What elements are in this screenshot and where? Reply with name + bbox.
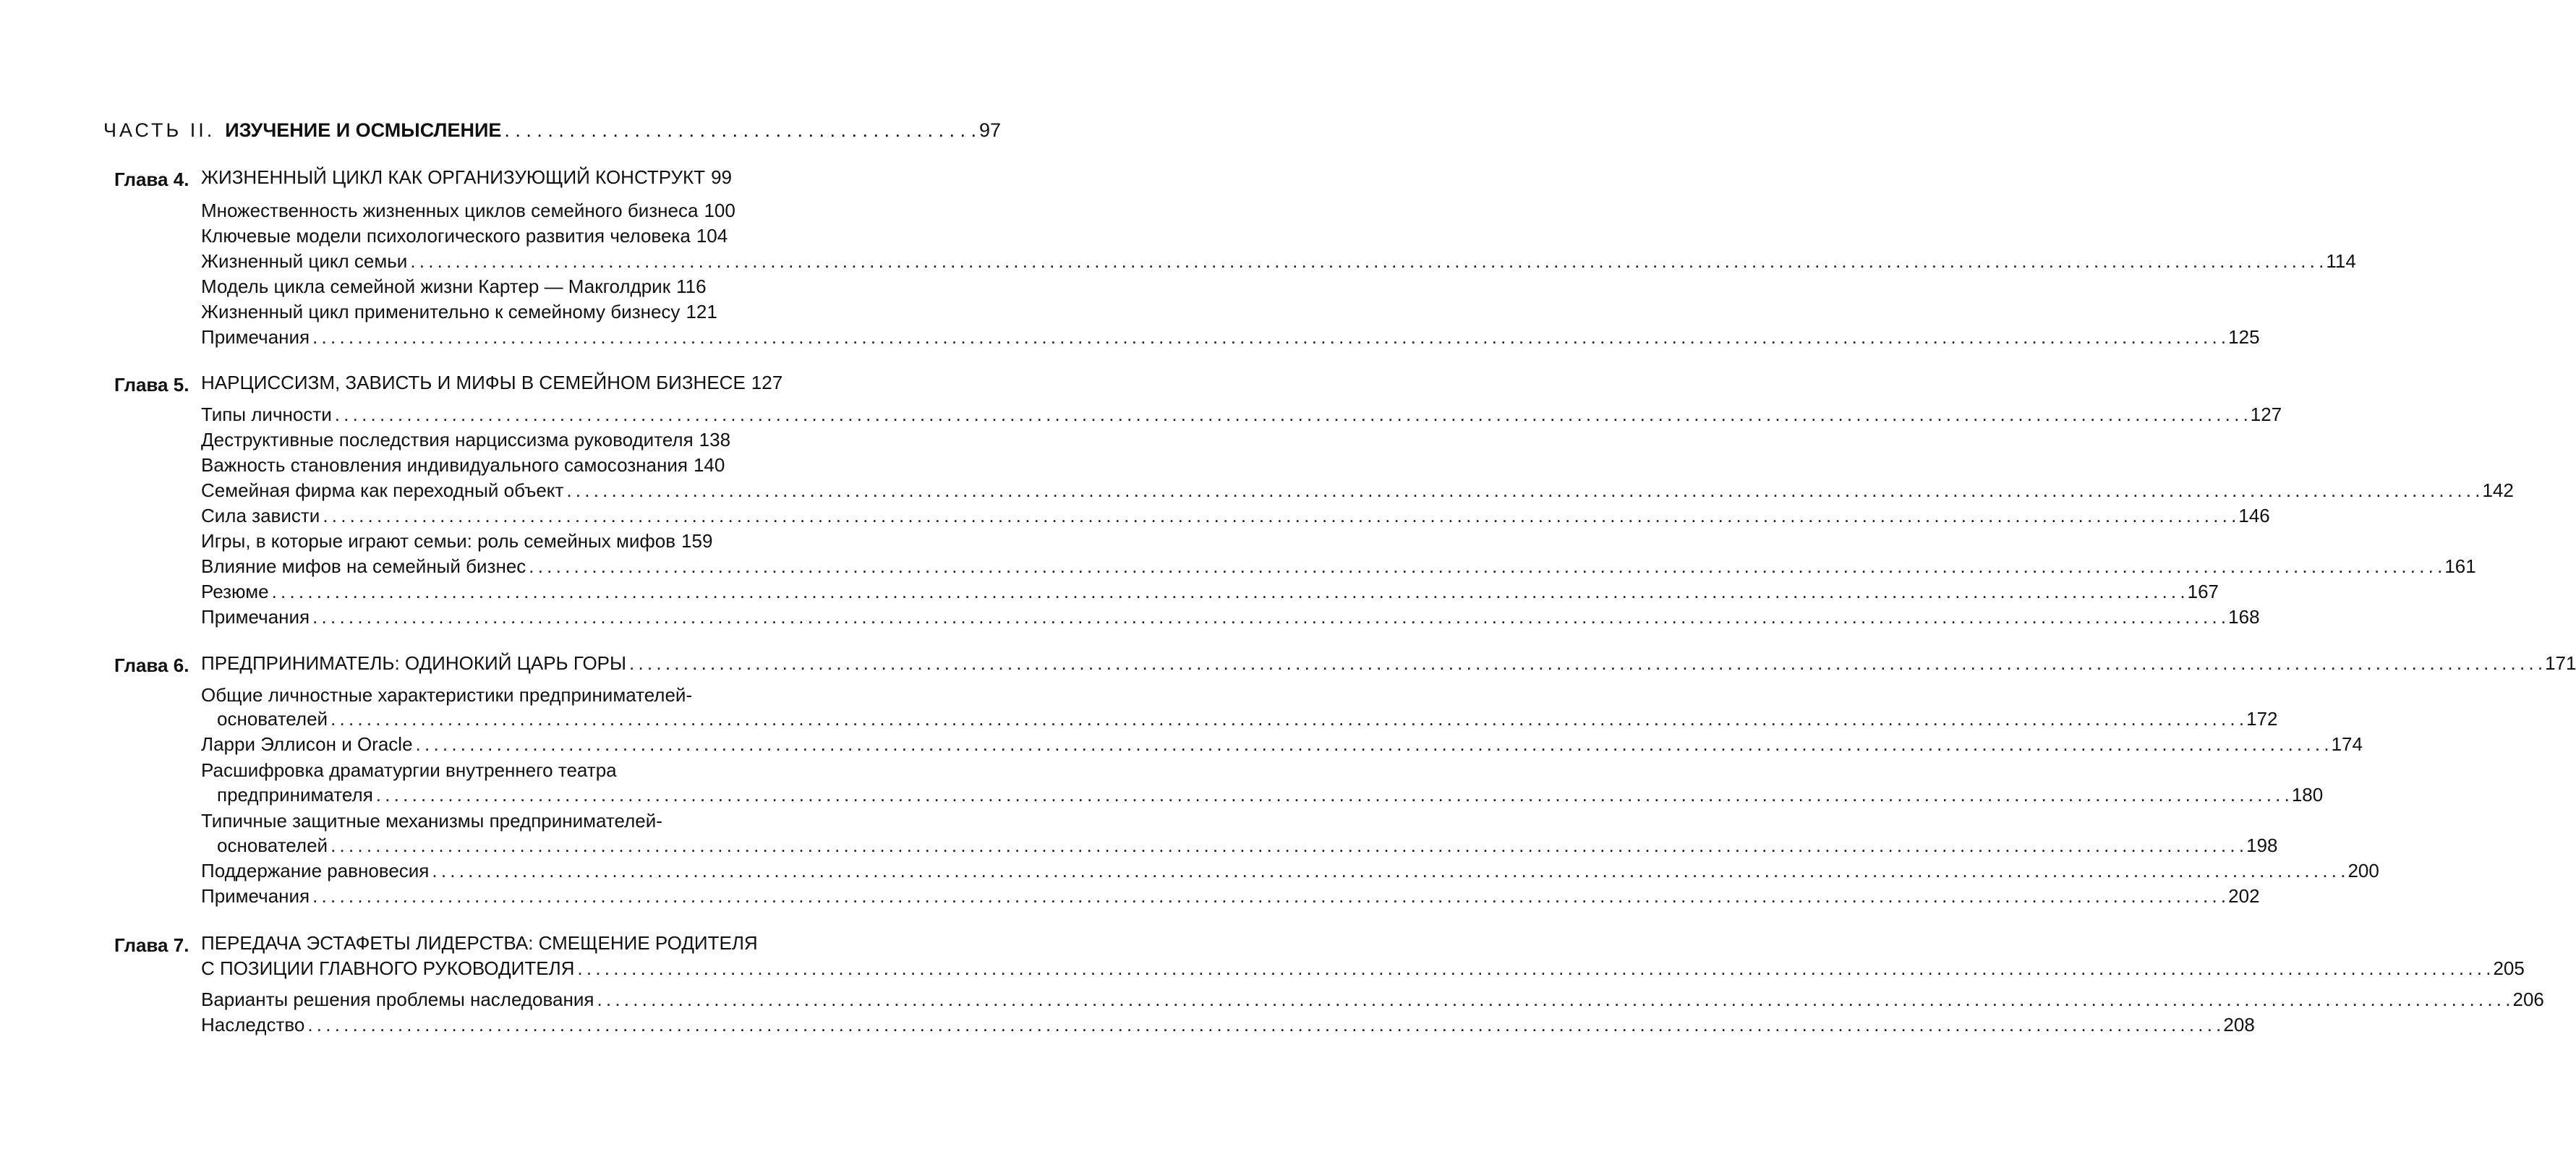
chapter-page: 171 <box>2545 652 2576 674</box>
part-page: 97 <box>979 119 1002 141</box>
entry-page: 100 <box>704 200 735 221</box>
entry-page: 208 <box>2223 1014 2255 1036</box>
dot-leader <box>376 784 2289 806</box>
toc-entry <box>201 454 725 480</box>
entry-page: 116 <box>676 276 707 297</box>
entry-title: основателей <box>217 834 328 856</box>
entry-title: Влияние мифов на семейный бизнес <box>201 555 526 577</box>
entry-page: 168 <box>2228 606 2260 628</box>
chapter-title: ПРЕДПРИНИМАТЕЛЬ: ОДИНОКИЙ ЦАРЬ ГОРЫ <box>201 652 627 674</box>
toc-entry <box>201 860 2379 886</box>
part-heading <box>103 119 1002 148</box>
toc-entry <box>201 429 731 455</box>
entry-title: основателей <box>217 708 328 730</box>
dot-leader <box>566 479 2479 502</box>
toc-entry <box>201 606 2260 632</box>
toc-entry <box>201 301 717 327</box>
entry-page: 172 <box>2246 708 2278 730</box>
toc-entry <box>201 885 2260 911</box>
entry-page: 159 <box>681 530 713 552</box>
entry-title: Модель цикла семейной жизни Картер — Макголдрик <box>201 276 671 297</box>
entry-page: 121 <box>686 301 717 323</box>
dot-leader <box>410 250 2323 273</box>
chapter-title: ЖИЗНЕННЫЙ ЦИКЛ КАК ОРГАНИЗУЮЩИЙ КОНСТРУКТ <box>201 166 706 188</box>
toc-entry <box>217 708 2278 734</box>
chapter-title: С ПОЗИЦИИ ГЛАВНОГО РУКОВОДИТЕЛЯ <box>201 957 575 979</box>
chapter-page: 99 <box>711 166 732 188</box>
entry-page: 200 <box>2347 860 2379 881</box>
entry-title: Важность становления индивидуального самосознания <box>201 454 688 476</box>
dot-leader <box>323 505 2235 527</box>
part-title: ИЗУЧЕНИЕ И ОСМЫСЛЕНИЕ <box>225 119 502 141</box>
entry-page: 138 <box>699 429 731 451</box>
entry-title: предпринимателя <box>217 784 373 806</box>
dot-leader <box>312 885 2225 908</box>
entry-title: Ларри Эллисон и Oracle <box>201 733 413 755</box>
entry-page: 167 <box>2187 581 2219 602</box>
toc-entry <box>201 276 707 302</box>
dot-leader <box>597 989 2509 1011</box>
entry-title: Типы личности <box>201 404 332 425</box>
entry-page: 127 <box>2250 404 2282 425</box>
entry-page: 206 <box>2512 989 2544 1010</box>
entry-page: 140 <box>693 454 725 476</box>
entry-page: 125 <box>2228 326 2260 348</box>
entry-title: Примечания <box>201 606 310 628</box>
entry-title: Варианты решения проблемы наследования <box>201 989 594 1010</box>
chapter-title-row <box>201 957 2525 983</box>
chapter-title-row <box>201 166 732 192</box>
toc-entry <box>201 326 2260 352</box>
toc-entry <box>201 505 2270 531</box>
chapter-title: НАРЦИССИЗМ, ЗАВИСТЬ И МИФЫ В СЕМЕЙНОМ БИЗНЕСЕ <box>201 372 746 393</box>
chapter-page: 205 <box>2493 957 2525 979</box>
dot-leader <box>312 326 2225 349</box>
toc-entry <box>201 225 728 251</box>
toc-entry <box>201 404 2282 430</box>
chapter-label: Глава 6. <box>114 654 189 676</box>
entry-page: 174 <box>2331 733 2363 755</box>
entry-title: Семейная фирма как переходный объект <box>201 479 564 501</box>
dot-leader <box>272 581 2185 603</box>
entry-title: Резюме <box>201 581 269 602</box>
toc-entry <box>201 1014 2255 1040</box>
entry-page: 180 <box>2291 784 2324 806</box>
entry-title: Жизненный цикл семьи <box>201 250 408 272</box>
toc-entry <box>201 581 2219 607</box>
entry-title: Примечания <box>201 885 310 907</box>
entry-page: 114 <box>2326 250 2356 272</box>
entry-page: 161 <box>2444 555 2476 577</box>
entry-page: 202 <box>2228 885 2260 907</box>
dot-leader <box>330 708 2243 730</box>
entry-page: 146 <box>2238 505 2270 526</box>
toc-entry <box>201 555 2476 581</box>
part-label: ЧАСТЬ II. <box>103 119 216 141</box>
toc-entry <box>217 834 2278 861</box>
dot-leader <box>529 555 2441 578</box>
entry-title-line1: Типичные защитные механизмы предпринимателей- <box>201 810 662 832</box>
chapter-page: 127 <box>751 372 783 393</box>
toc-entry <box>201 479 2514 505</box>
entry-title: Ключевые модели психологического развития человека <box>201 225 691 247</box>
entry-title: Жизненный цикл применительно к семейному бизнесу <box>201 301 681 323</box>
toc-entry <box>201 530 713 556</box>
chapter-title-row <box>201 372 783 398</box>
dot-leader <box>432 860 2345 882</box>
chapter-title-line1: ПЕРЕДАЧА ЭСТАФЕТЫ ЛИДЕРСТВА: СМЕЩЕНИЕ РОДИТЕЛЯ <box>201 932 758 954</box>
chapter-label: Глава 7. <box>114 934 189 956</box>
entry-title: Поддержание равновесия <box>201 860 430 881</box>
dot-leader <box>335 404 2248 426</box>
entry-page: 142 <box>2482 479 2514 501</box>
toc-entry <box>217 784 2324 810</box>
entry-title: Деструктивные последствия нарциссизма руководителя <box>201 429 694 451</box>
chapter-label: Глава 4. <box>114 168 189 190</box>
entry-title: Множественность жизненных циклов семейного бизнеса <box>201 200 699 221</box>
chapter-title-row <box>201 652 2576 678</box>
dot-leader <box>330 834 2243 857</box>
toc-entry <box>201 733 2363 759</box>
toc-entry <box>201 989 2544 1015</box>
dot-leader <box>629 652 2542 675</box>
toc-entry <box>201 250 2356 276</box>
entry-title-line1: Расшифровка драматургии внутреннего театра <box>201 759 617 781</box>
entry-title: Примечания <box>201 326 310 348</box>
dot-leader <box>307 1014 2220 1036</box>
entry-title: Наследство <box>201 1014 305 1036</box>
entry-page: 104 <box>696 225 728 247</box>
entry-title: Сила зависти <box>201 505 320 526</box>
entry-page: 198 <box>2246 834 2278 856</box>
chapter-label: Глава 5. <box>114 374 189 396</box>
dot-leader: . . . . . . . . . . . . . . . . . . . . . . . . . . . . . . . . . . . . . . . . . . . . <box>504 119 977 141</box>
dot-leader <box>416 733 2329 756</box>
dot-leader <box>577 957 2490 980</box>
dot-leader <box>312 606 2225 628</box>
toc-entry <box>201 200 735 226</box>
entry-title-line1: Общие личностные характеристики предпринимателей- <box>201 684 693 706</box>
entry-title: Игры, в которые играют семьи: роль семейных мифов <box>201 530 676 552</box>
